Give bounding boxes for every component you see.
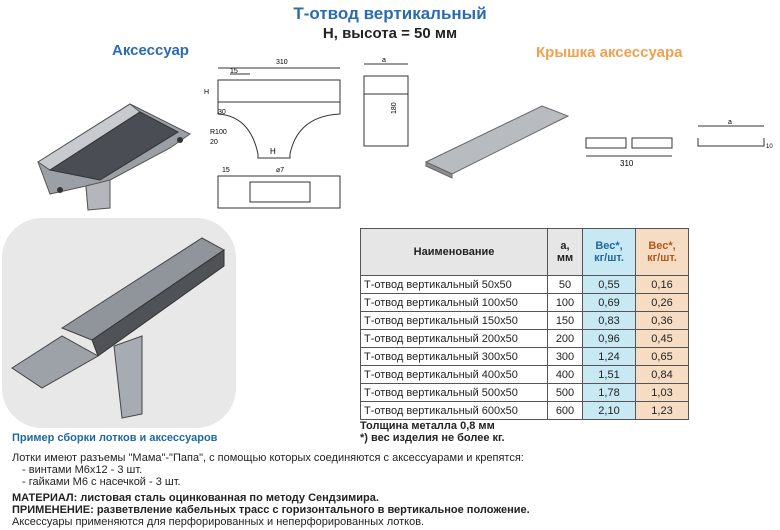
cell-w2: 0,84: [636, 366, 689, 384]
cell-w1: 0,96: [583, 330, 636, 348]
cell-w1: 0,55: [583, 276, 636, 294]
dim-20: 20: [210, 139, 218, 146]
table-row: [361, 276, 689, 294]
body-last-line: Аксессуары применяются для перфорированных и неперфорированных лотков.: [12, 516, 425, 528]
cell-name: Т-отвод вертикальный 100х50: [361, 294, 548, 312]
cell-a: 100: [548, 294, 583, 312]
dim-180: 180: [391, 102, 398, 114]
cell-w1: 1,24: [583, 348, 636, 366]
dim-a-side: a: [382, 57, 386, 64]
material-label: МАТЕРИАЛ:: [12, 492, 78, 504]
cell-w2: 1,23: [636, 402, 689, 420]
cell-w1: 0,83: [583, 312, 636, 330]
tee-accessory-image: [30, 62, 200, 212]
cell-name: Т-отвод вертикальный 300х50: [361, 348, 548, 366]
cell-name: Т-отвод вертикальный 600х50: [361, 402, 548, 420]
cell-a: 500: [548, 384, 583, 402]
cover-front-drawing: [584, 134, 680, 168]
cell-name: Т-отвод вертикальный 500х50: [361, 384, 548, 402]
cell-w1: 0,69: [583, 294, 636, 312]
cell-name: Т-отвод вертикальный 400х50: [361, 366, 548, 384]
cover-label: Крышка аксессуара: [536, 44, 683, 61]
accessory-label: Аксессуар: [112, 42, 189, 59]
cover-profile-drawing: [692, 118, 778, 158]
page-subtitle: Н, высота = 50 мм: [322, 25, 458, 42]
cell-a: 600: [548, 402, 583, 420]
col-name-header: Наименование: [361, 229, 548, 276]
body-line-1: Лотки имеют разъемы "Мама"-"Папа", с помощью которых соединяются с аксессуарами и крепятся:: [12, 452, 524, 464]
dim-d7: ⌀7: [276, 167, 285, 174]
page-title: Т-отвод вертикальный: [293, 4, 487, 23]
usage-text: разветвление кабельных трасс с горизонтального в вертикальное положение.: [93, 504, 530, 516]
body-line-3: - гайками М6 с насечкой - 3 шт.: [22, 476, 181, 488]
cell-a: 200: [548, 330, 583, 348]
dim-h-bottom: H: [270, 147, 276, 156]
usage-line: [12, 504, 530, 516]
table-row: [361, 384, 689, 402]
cover-dim-310: 310: [620, 159, 634, 168]
dim-15-b: 15: [222, 167, 230, 174]
cell-name: Т-отвод вертикальный 150х50: [361, 312, 548, 330]
dim-r100: R100: [210, 129, 227, 136]
dim-15: 15: [230, 68, 238, 75]
thickness-note: Толщина металла 0,8 мм: [360, 420, 495, 432]
cell-a: 400: [548, 366, 583, 384]
cell-a: 50: [548, 276, 583, 294]
col-weight-cover-header: Вес*, кг/шт.: [636, 229, 689, 276]
table-row: [361, 294, 689, 312]
table-row: [361, 312, 689, 330]
cell-w2: 0,16: [636, 276, 689, 294]
dim-310: 310: [276, 59, 288, 66]
assembly-photo: [2, 218, 236, 428]
cell-name: Т-отвод вертикальный 50х50: [361, 276, 548, 294]
cell-w1: 1,51: [583, 366, 636, 384]
cell-w2: 0,36: [636, 312, 689, 330]
cell-w1: 2,10: [583, 402, 636, 420]
tee-technical-drawing: [190, 54, 360, 224]
table-row: [361, 402, 689, 420]
cover-image: [422, 100, 572, 180]
tee-side-drawing: [356, 54, 416, 154]
dim-30: 30: [218, 109, 226, 116]
cell-name: Т-отвод вертикальный 200х50: [361, 330, 548, 348]
body-line-2: - винтами М6х12 - 3 шт.: [22, 464, 143, 476]
cover-dim-10: 10: [766, 144, 773, 150]
cell-w2: 0,65: [636, 348, 689, 366]
cell-a: 150: [548, 312, 583, 330]
spec-table: [360, 228, 689, 420]
col-weight-accessory-header: Вес*, кг/шт.: [583, 229, 636, 276]
cell-w2: 0,26: [636, 294, 689, 312]
usage-label: ПРИМЕНЕНИЕ:: [12, 504, 94, 516]
assembly-caption: Пример сборки лотков и аксессуаров: [12, 432, 218, 444]
cell-w2: 0,45: [636, 330, 689, 348]
material-line: [12, 492, 379, 504]
col-a-header: а, мм: [548, 229, 583, 276]
cover-dim-a: a: [728, 119, 732, 126]
table-row: [361, 366, 689, 384]
material-text: листовая сталь оцинкованная по методу Сендзимира.: [77, 492, 379, 504]
cell-w1: 1,78: [583, 384, 636, 402]
table-row: [361, 348, 689, 366]
cell-a: 300: [548, 348, 583, 366]
dim-h: H: [204, 89, 210, 96]
table-row: [361, 330, 689, 348]
weight-note: *) вес изделия не более кг.: [360, 432, 505, 444]
cell-w2: 1,03: [636, 384, 689, 402]
